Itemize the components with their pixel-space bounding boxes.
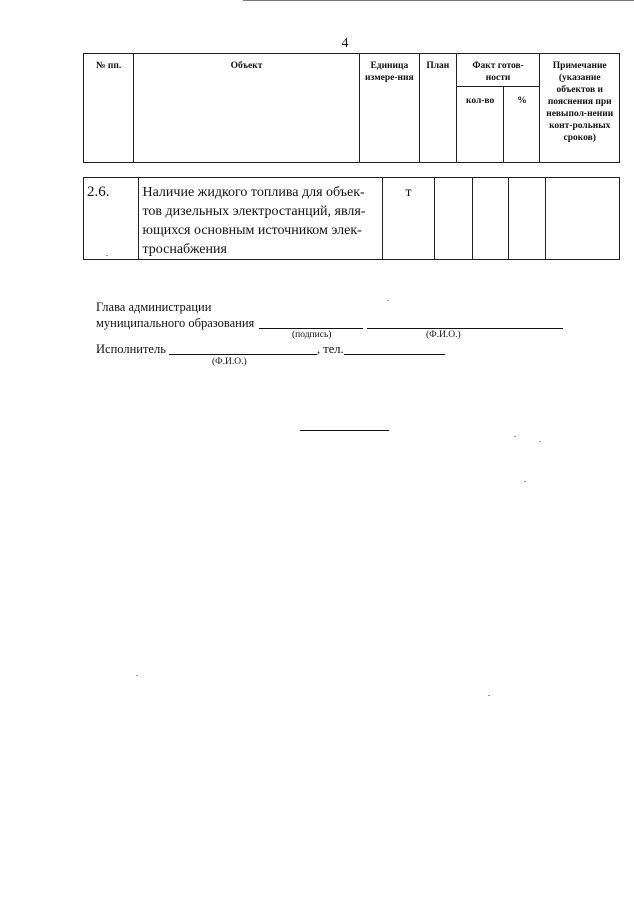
header-fact: Факт готов-ности (456, 54, 540, 87)
executor-fio-line (169, 354, 317, 355)
row-unit: т (383, 178, 435, 260)
signature-line (259, 328, 363, 329)
head-title-line2: муниципального образования (96, 316, 255, 330)
header-fact-qty: кол-во (456, 87, 504, 163)
scan-speck (524, 481, 526, 482)
scan-speck (514, 436, 516, 437)
scan-speck (539, 441, 541, 442)
fio-line (367, 328, 563, 329)
table-row (84, 178, 620, 260)
header-fact-pct: % (504, 87, 540, 163)
row-fact-qty (472, 178, 508, 260)
fio-caption: (Ф.И.О.) (426, 330, 461, 340)
row-num: 2.6. (84, 178, 139, 260)
scan-speck (387, 300, 389, 301)
header-object: Объект (134, 54, 360, 163)
data-table (83, 177, 620, 260)
tel-label: , тел. (317, 342, 344, 356)
head-title-line1: Глава администрации (96, 300, 212, 314)
row-plan (435, 178, 472, 260)
header-note: Примечание (указание объектов и пояснения при невыпол-нении конт-рольных сроков) (540, 54, 620, 163)
scan-speck (136, 675, 138, 676)
header-num: № пп. (84, 54, 134, 163)
row-object: Наличие жидкого топлива для объек- тов дизельных электростанций, явля- ющихся основным источником элек- троснабжения (139, 178, 383, 260)
tel-line (344, 354, 445, 355)
executor-label: Исполнитель (96, 342, 166, 356)
row-note (546, 178, 620, 260)
header-table (83, 53, 620, 163)
end-divider (300, 430, 389, 431)
scan-speck (488, 695, 490, 696)
executor-caption: (Ф.И.О.) (212, 357, 247, 367)
header-unit: Единица измере-ния (359, 54, 419, 163)
header-plan: План (419, 54, 456, 163)
scan-edge-line (243, 0, 634, 1)
page-number: 4 (341, 36, 349, 51)
signature-caption: (подпись) (292, 330, 332, 340)
row-fact-pct (508, 178, 545, 260)
scan-speck (106, 255, 108, 256)
